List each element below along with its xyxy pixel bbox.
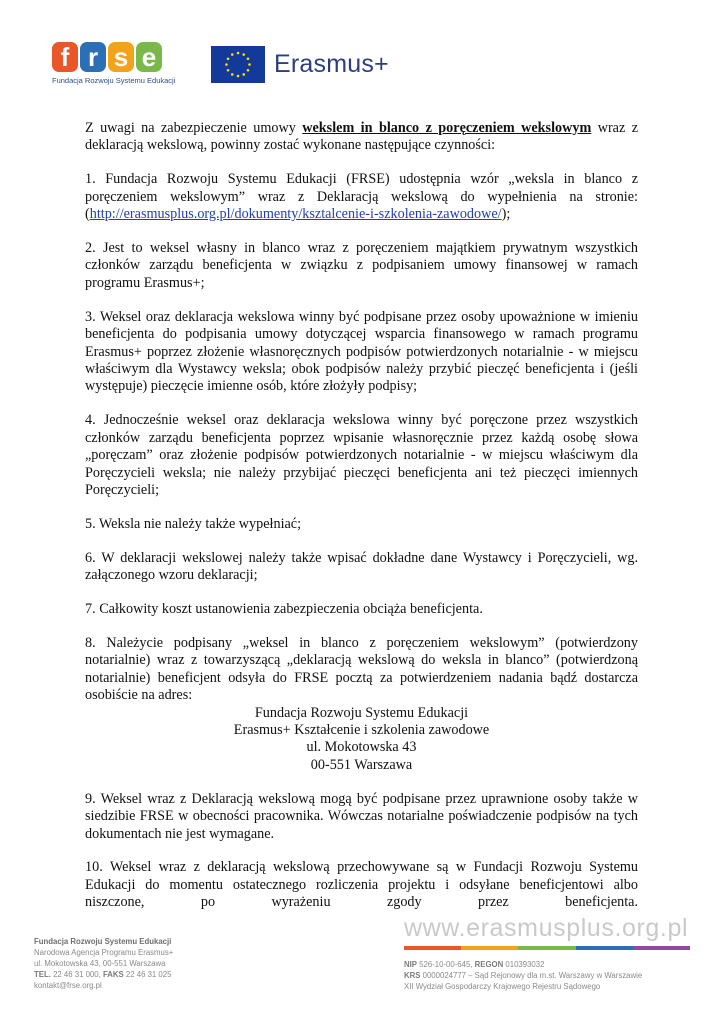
list-item-7: 7. Całkowity koszt ustanowienia zabezpieczenia obciąża beneficjenta. [85,601,483,618]
list-item-2: 2. Jest to weksel własny in blanco wraz z poręczeniem majątkiem prywatnym wszystkich członków zarządu beneficjenta w związku z podpisaniem umowy finansowej w ramach programu Erasmus+; [85,240,638,291]
fax-label: FAKS [102,970,124,979]
address-line: Fundacja Rozwoju Systemu Edukacji [254,704,469,721]
page-footer [0,910,725,1024]
footer-phone-line [34,969,173,980]
frse-logo-letter: r [80,42,106,72]
list-item-8: 8. Należycie podpisany „weksel in blanco z poręczeniem wekslowym” (potwierdzony notarialnie) wraz z towarzyszącą „deklaracją wekslową do weksla in blanco” (potwierdzoną notarialnie) beneficjent odsyła do FRSE pocztą za potwierdzeniem nadania bądź dostarcza osobiście na adres: [85,634,638,704]
eu-star-icon [231,53,234,56]
footer-nip-line [404,959,642,970]
list-item-5: 5. Weksla nie należy także wypełniać; [85,515,302,532]
footer-court-division: XII Wydział Gospodarczy Krajowego Rejestru Sądowego [404,982,601,991]
templates-link[interactable]: http://erasmusplus.org.pl/dokumenty/ksztalcenie-i-szkolenia-zawodowe/ [89,206,502,223]
color-bar-segment [461,946,518,950]
footer-website: www.erasmusplus.org.pl [404,914,689,942]
regon-label: REGON [474,960,504,969]
list-item-4: 4. Jednocześnie weksel oraz deklaracja wekslowa winny być poręczone przez wszystkich członków zarządu beneficjenta poprzez wpisanie własnoręcznie przez każdą osobę słowa „poręczam” oraz złożenie podpisów potwierdzonych notarialnie - w miejscu właściwym dla Poręczycieli weksla; nie należy przybijać pieczęci beneficjenta ani też pieczęci imiennych Poręczycieli; [85,412,638,498]
eu-star-icon [247,69,250,72]
address-line: 00-551 Warszawa [310,756,413,773]
eu-star-icon [248,63,251,66]
color-bar-segment [576,946,633,950]
frse-logo [52,42,176,85]
tel-label: TEL. [34,970,51,979]
color-bar-segment [404,946,461,950]
eu-star-icon [237,52,240,55]
intro-text: wraz z deklaracją wekslową, powinny zostać wykonane następujące czynności: [85,120,638,154]
color-bar-segment [633,946,690,950]
document-body [85,120,638,928]
address-line: Erasmus+ Kształcenie i szkolenia zawodowe [233,721,490,738]
page-header [0,0,725,110]
eu-star-icon [231,73,234,76]
mailing-address [85,705,638,775]
frse-logo-mark [52,42,172,72]
intro-paragraph [85,120,638,155]
regon-value: 010393032 [503,960,545,969]
list-item-3: 3. Weksel oraz deklaracja wekslowa winny być podpisane przez osoby upoważnione w imieniu beneficjenta do podpisania umowy dotyczącej wsparcia finansowego w ramach programu Erasmus+ poprzez złożenie własnoręcznych podpisów potwierdzonych notarialnie - w miejscu właściwym dla Wystawcy weksla; obok podpisów należy przybić pieczęć beneficjenta i (jeśli występuje) pieczęcie imienne osób, które złożyły podpisy; [85,308,638,395]
eu-star-icon [247,57,250,60]
eu-star-icon [242,53,245,56]
footer-org-name: Fundacja Rozwoju Systemu Edukacji [34,937,172,946]
list-item-6: 6. W deklaracji wekslowej należy także wpisać dokładne dane Wystawcy i Poręczycieli, wg. załączonego wzoru deklaracji; [85,549,638,584]
nip-value: 526-10-00-645, [417,960,475,969]
nip-label: NIP [404,960,417,969]
list-item-9: 9. Weksel wraz z Deklaracją wekslową mogą być podpisane przez uprawnione osoby także w siedzibie FRSE w obecności pracownika. Wówczas notarialne poświadczenie podpisów na tych dokumentach nie jest wymagane. [85,790,638,842]
footer-contact [34,936,173,991]
intro-emphasis: wekslem in blanco z poręczeniem wekslowym [302,120,592,136]
erasmus-plus-logo [211,46,389,83]
list-item-10: 10. Weksel wraz z deklaracją wekslową przechowywane są w Fundacji Rozwoju Systemu Edukacji do momentu ostatecznego rozliczenia projektu i odsyłane beneficjentowi albo niszczone, po wyrażeniu zgody przez beneficjenta. [85,859,638,911]
frse-logo-letter: f [52,42,78,72]
fax-value: 22 46 31 025 [123,970,172,979]
eu-star-icon [227,57,230,60]
frse-logo-caption: Fundacja Rozwoju Systemu Edukacji [52,76,176,85]
eu-star-icon [237,75,240,78]
item-text: 1. Fundacja Rozwoju Systemu Edukacji (FRSE) udostępnia wzór „weksla in blanco z poręczeniem wekslowym” wraz z Deklaracją wekslową do wypełnienia na stronie: ( [85,171,638,223]
intro-text: Z uwagi na zabezpieczenie umowy [85,120,303,136]
color-bar-segment [518,946,575,950]
eu-star-icon [227,69,230,72]
frse-logo-letter: e [136,42,162,72]
list-item-1 [85,171,638,223]
krs-label: KRS [404,971,421,980]
eu-flag-icon [211,46,265,83]
erasmus-plus-wordmark: Erasmus+ [274,50,389,78]
tel-value: 22 46 31 000, [50,970,103,979]
eu-star-icon [242,73,245,76]
footer-email: kontakt@frse.org.pl [34,981,102,990]
footer-color-bar [404,946,690,950]
item-text: ); [501,206,511,223]
footer-krs-line [404,970,642,981]
krs-value: 0000024777 – Sąd Rejonowy dla m.st. Warszawy w Warszawie [420,971,643,980]
frse-logo-letter: s [108,42,134,72]
footer-street: ul. Mokotowska 43, 00-551 Warszawa [34,959,166,968]
eu-star-icon [225,63,228,66]
footer-agency: Narodowa Agencja Programu Erasmus+ [34,948,174,957]
footer-registry [404,959,642,992]
address-line: ul. Mokotowska 43 [306,739,417,756]
